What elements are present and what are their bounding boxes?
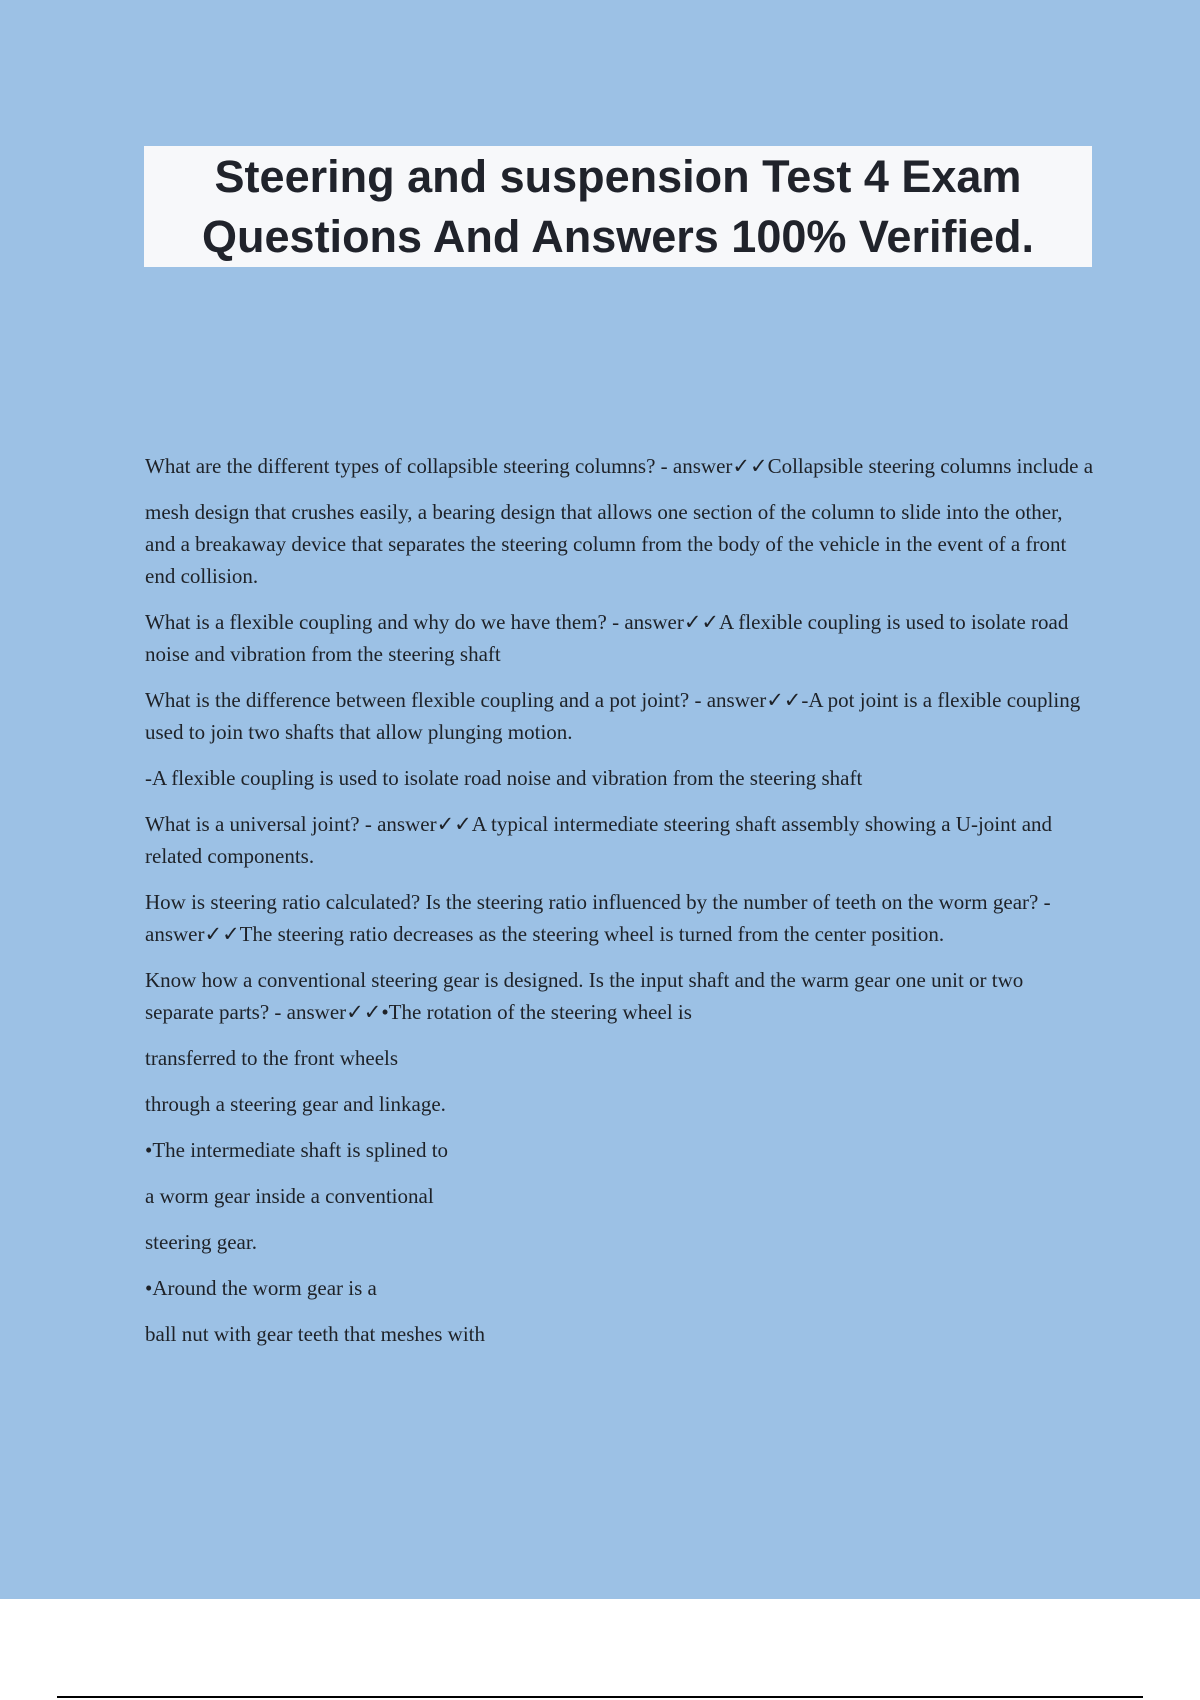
paragraph: What are the different types of collapsible steering columns? - answer✓✓Collapsible steering columns include a bbox=[145, 454, 1094, 478]
footer-divider bbox=[57, 1696, 1143, 1698]
paragraph: •Around the worm gear is a bbox=[145, 1276, 377, 1300]
paragraph: Know how a conventional steering gear is designed. Is the input shaft and the warm gear one unit or two separate parts? - answer✓✓•The rotation of the steering wheel is bbox=[145, 968, 1024, 1024]
paragraph: transferred to the front wheels bbox=[145, 1046, 399, 1070]
paragraph: •The intermediate shaft is splined to bbox=[145, 1138, 449, 1162]
paragraph: ball nut with gear teeth that meshes with bbox=[145, 1322, 485, 1346]
paragraph: What is the difference between flexible coupling and a pot joint? - answer✓✓-A pot joint is a flexible coupling used to join two shafts that allow plunging motion. bbox=[145, 688, 1081, 744]
document-title: Steering and suspension Test 4 Exam Questions And Answers 100% Verified. bbox=[202, 150, 1034, 262]
paragraph: How is steering ratio calculated? Is the steering ratio influenced by the number of teeth on the worm gear? - answer✓✓The steering ratio decreases as the steering wheel is turned from the center position. bbox=[145, 890, 1051, 946]
paragraph: mesh design that crushes easily, a bearing design that allows one section of the column to slide into the other, and a breakaway device that separates the steering column from the body of the vehicle in the event of a front end collision. bbox=[145, 500, 1067, 588]
paragraph: What is a universal joint? - answer✓✓A typical intermediate steering shaft assembly showing a U-joint and related components. bbox=[145, 812, 1053, 868]
title-box bbox=[144, 146, 1092, 267]
paragraph: -A flexible coupling is used to isolate road noise and vibration from the steering shaft bbox=[145, 766, 863, 790]
paragraph: through a steering gear and linkage. bbox=[145, 1092, 446, 1116]
paragraph: What is a flexible coupling and why do we have them? - answer✓✓A flexible coupling is used to isolate road noise and vibration from the steering shaft bbox=[145, 610, 1069, 666]
paragraph: steering gear. bbox=[145, 1230, 257, 1254]
document-body bbox=[145, 450, 1095, 1364]
paragraph: a worm gear inside a conventional bbox=[145, 1184, 434, 1208]
